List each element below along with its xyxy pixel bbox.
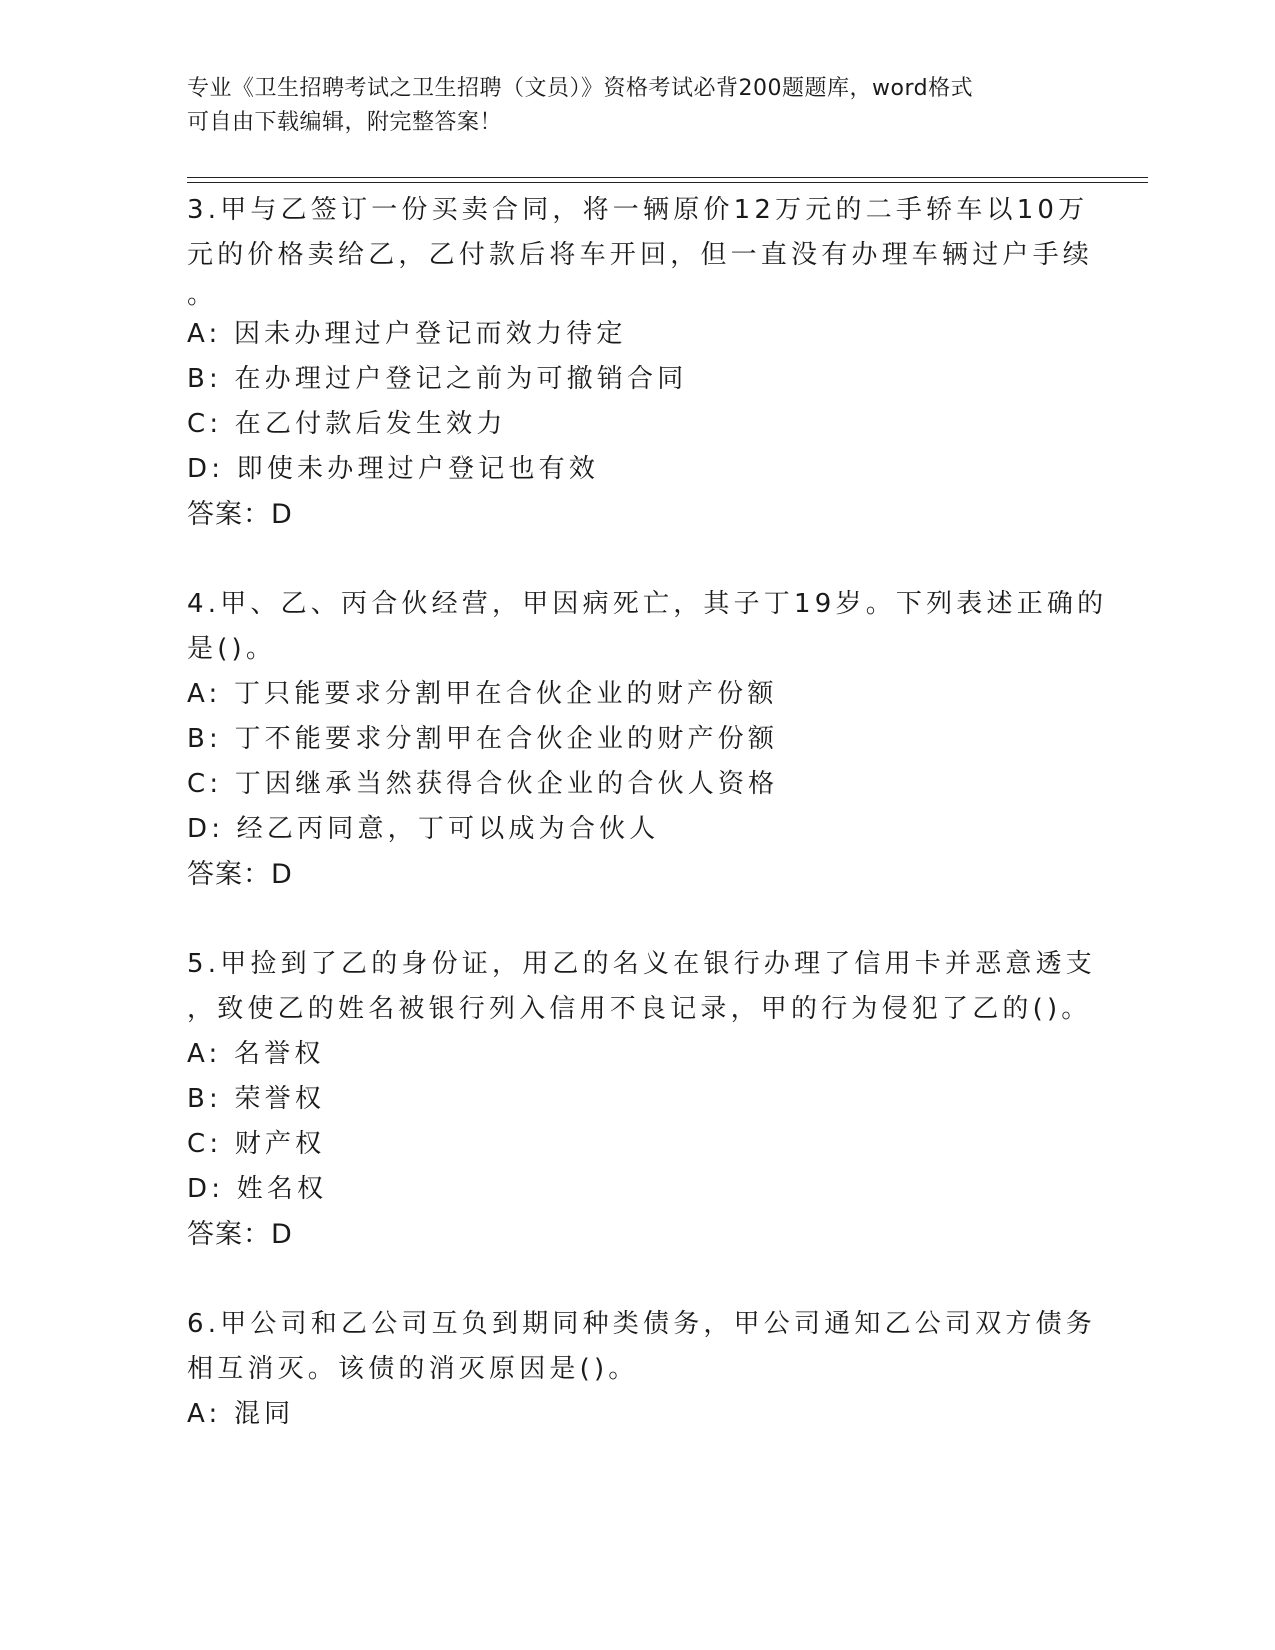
header-title-line-1: 专业《卫生招聘考试之卫生招聘（文员）》资格考试必背200题题库，word格式 xyxy=(187,76,974,101)
option-d: D: 即使未办理过户登记也有效 xyxy=(187,454,600,484)
option-b: B: 丁不能要求分割甲在合伙企业的财产份额 xyxy=(187,724,779,754)
option-c: C: 财产权 xyxy=(187,1129,326,1159)
question-stem-line: ，致使乙的姓名被银行列入信用不良记录，甲的行为侵犯了乙的()。 xyxy=(187,994,1092,1024)
question-stem-line: 5.甲捡到了乙的身份证，用乙的名义在银行办理了信用卡并恶意透支 xyxy=(187,949,1097,979)
option-b: B: 荣誉权 xyxy=(187,1084,326,1114)
question-stem-line: 元的价格卖给乙，乙付款后将车开回，但一直没有办理车辆过户手续 xyxy=(187,240,1094,270)
option-a: A: 丁只能要求分割甲在合伙企业的财产份额 xyxy=(187,679,778,709)
answer-line: 答案：D xyxy=(187,499,293,530)
header-divider-top xyxy=(187,177,1148,178)
option-a: A: 混同 xyxy=(187,1399,295,1429)
header-divider-bottom xyxy=(187,182,1148,183)
question-list xyxy=(187,188,1108,1437)
header-title-line-2: 可自由下载编辑，附完整答案！ xyxy=(187,110,503,135)
option-b: B: 在办理过户登记之前为可撤销合同 xyxy=(187,364,688,394)
option-a: A: 因未办理过户登记而效力待定 xyxy=(187,319,627,349)
spacer xyxy=(187,537,1087,582)
question-5 xyxy=(187,942,1097,1257)
question-stem-line: 。 xyxy=(187,280,218,310)
option-a: A: 名誉权 xyxy=(187,1039,325,1069)
option-d: D: 经乙丙同意，丁可以成为合伙人 xyxy=(187,814,660,844)
question-stem-line: 相互消灭。该债的消灭原因是()。 xyxy=(187,1354,639,1384)
question-stem-line: 4.甲、乙、丙合伙经营，甲因病死亡，其子丁19岁。下列表述正确的 xyxy=(187,589,1108,619)
question-3 xyxy=(187,188,1094,537)
option-c: C: 在乙付款后发生效力 xyxy=(187,409,507,439)
question-6 xyxy=(187,1302,1097,1437)
answer-line: 答案：D xyxy=(187,859,293,890)
option-d: D: 姓名权 xyxy=(187,1174,328,1204)
spacer xyxy=(187,1257,1087,1302)
option-c: C: 丁因继承当然获得合伙企业的合伙人资格 xyxy=(187,769,779,799)
question-stem-line: 是()。 xyxy=(187,634,277,664)
question-stem-line: 3.甲与乙签订一份买卖合同，将一辆原价12万元的二手轿车以10万 xyxy=(187,195,1089,225)
spacer xyxy=(187,897,1087,942)
document-header xyxy=(187,72,1087,140)
question-stem-line: 6.甲公司和乙公司互负到期同种类债务，甲公司通知乙公司双方债务 xyxy=(187,1309,1097,1339)
answer-line: 答案：D xyxy=(187,1219,293,1250)
question-4 xyxy=(187,582,1108,897)
